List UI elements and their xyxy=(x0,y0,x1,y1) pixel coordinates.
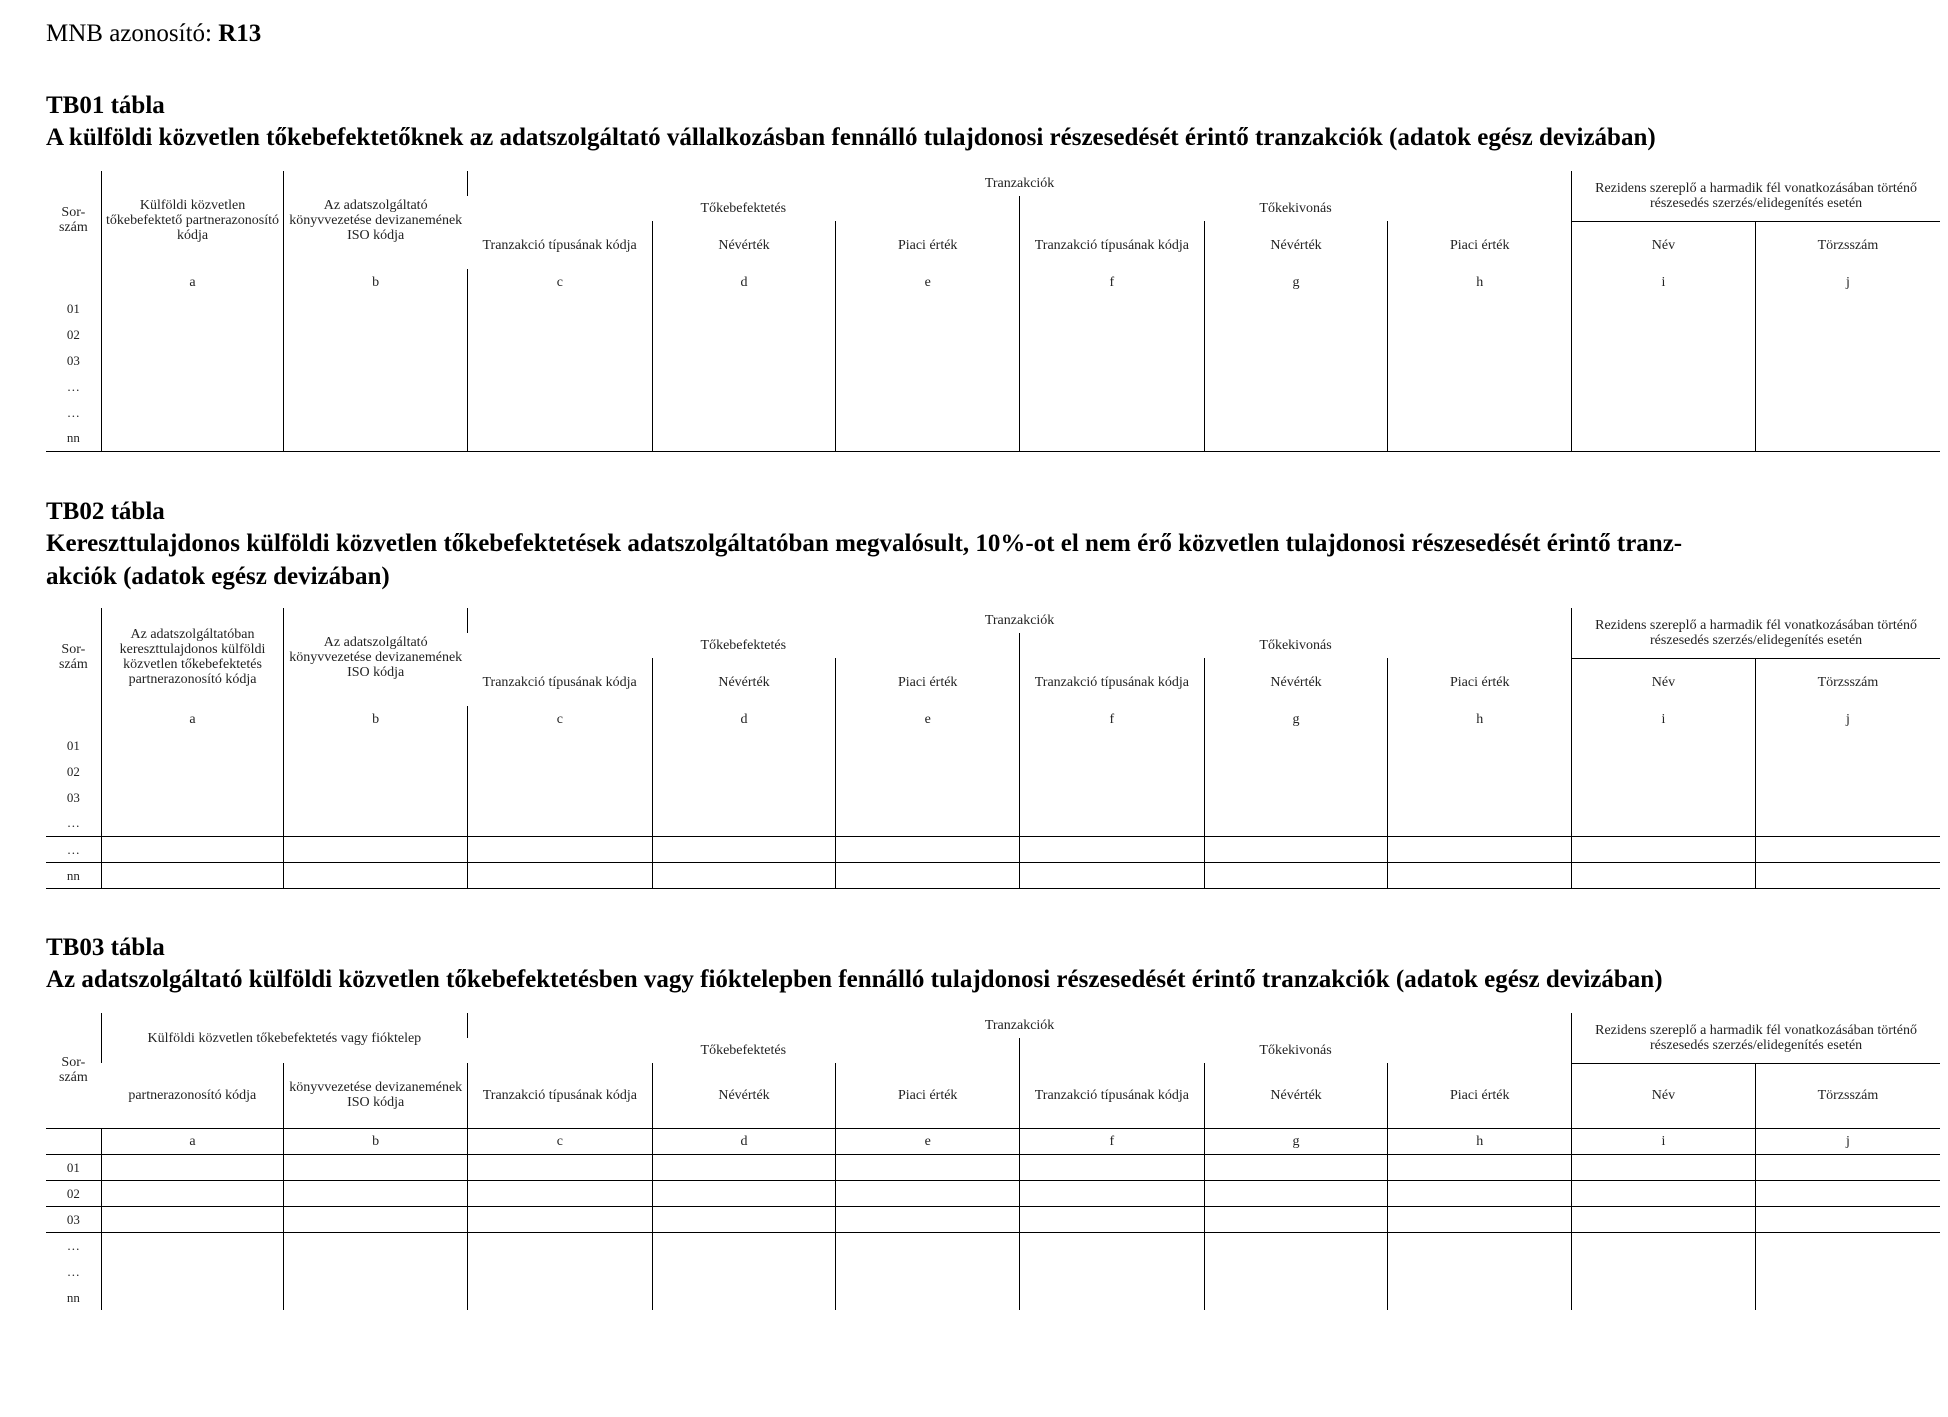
table-row xyxy=(46,836,1940,862)
tb03-col-b-header: könyvvezetése devizanemének ISO kódja xyxy=(284,1063,468,1128)
letter-cell: i xyxy=(1572,1128,1756,1154)
letter-cell: b xyxy=(284,1128,468,1154)
rezidens-header: Rezidens szereplő a harmadik fél vonatkozásában történő részesedés szerzés/elidegenítés esetén xyxy=(1572,1013,1940,1063)
letter-cell: j xyxy=(1755,269,1940,295)
tb03-title: TB03 tábla xyxy=(46,934,165,961)
piaci-ertek-header: Piaci érték xyxy=(836,1063,1020,1128)
row-label: nn xyxy=(46,425,101,451)
table-row xyxy=(46,732,1940,758)
torzsszam-header: Törzsszám xyxy=(1755,221,1940,269)
tb03-table xyxy=(46,1013,1940,1310)
tb01-title: TB01 tábla xyxy=(46,92,165,119)
letter-cell: h xyxy=(1388,269,1572,295)
letter-cell: e xyxy=(836,269,1020,295)
table-row xyxy=(46,810,1940,836)
letter-cell: f xyxy=(1020,706,1205,732)
tranzakcio-tipus-header: Tranzakció típusának kódja xyxy=(1020,658,1205,706)
piaci-ertek-header: Piaci érték xyxy=(1388,221,1572,269)
table-row xyxy=(46,425,1940,451)
letter-cell: a xyxy=(101,706,284,732)
row-label: … xyxy=(66,1263,80,1279)
mnb-identifier xyxy=(46,20,261,48)
table-row xyxy=(46,1232,1940,1258)
piaci-ertek-header: Piaci érték xyxy=(836,658,1020,706)
row-label: nn xyxy=(46,862,101,888)
rezidens-header: Rezidens szereplő a harmadik fél vonatkozásában történő részesedés szerzés/elidegenítés esetén xyxy=(1572,171,1940,221)
table-row xyxy=(46,321,1940,347)
letter-cell: i xyxy=(1572,269,1756,295)
tokekivonas-header: Tőkekivonás xyxy=(1020,196,1572,221)
row-label: 02 xyxy=(66,326,80,342)
nev-header: Név xyxy=(1572,1063,1756,1128)
nev-header: Név xyxy=(1572,658,1756,706)
row-label: 01 xyxy=(66,300,80,316)
tokebefektetes-header: Tőkebefektetés xyxy=(700,1043,787,1058)
table-row xyxy=(46,1154,1940,1180)
tb01-table xyxy=(46,171,1940,452)
letter-cell: h xyxy=(1388,1128,1572,1154)
tranzakcio-tipus-header: Tranzakció típusának kódja xyxy=(468,1063,653,1128)
table-row xyxy=(46,1284,1940,1310)
tb02-table xyxy=(46,608,1940,889)
letter-cell: c xyxy=(468,269,653,295)
nev-header: Név xyxy=(1572,221,1756,269)
piaci-ertek-header: Piaci érték xyxy=(1388,658,1572,706)
tb01-section xyxy=(46,90,1940,452)
tokebefektetes-header: Tőkebefektetés xyxy=(700,201,787,216)
sorszam-header: Sor-szám xyxy=(58,205,88,235)
letter-cell: g xyxy=(1204,706,1388,732)
letter-cell xyxy=(46,269,101,295)
sorszam-header: Sor-szám xyxy=(58,642,88,672)
tb01-col-b-header: Az adatszolgáltató könyvvezetése devizanemének ISO kódja xyxy=(284,171,468,269)
rezidens-header: Rezidens szereplő a harmadik fél vonatkozásában történő részesedés szerzés/elidegenítés esetén xyxy=(1572,608,1940,658)
tranzakciok-header: Tranzakciók xyxy=(468,171,1572,196)
tb01-description: A külföldi közvetlen tőkebefektetőknek az adatszolgáltató vállalkozásban fennálló tulajdonosi részesedését érintő tranzakciók (adatok egész devizában) xyxy=(46,124,1656,151)
row-label: … xyxy=(46,810,101,836)
table-row xyxy=(46,862,1940,888)
letter-cell: e xyxy=(836,706,1020,732)
row-label: … xyxy=(46,836,101,862)
table-row xyxy=(46,1180,1940,1206)
tranzakciok-header: Tranzakciók xyxy=(468,1013,1572,1038)
letter-cell: j xyxy=(1755,1128,1940,1154)
letter-cell: d xyxy=(652,706,836,732)
tb03-col-a-header: partnerazonosító kódja xyxy=(128,1087,257,1103)
tb02-col-a-header: Az adatszolgáltatóban kereszttulajdonos külföldi közvetlen tőkebefektetés partnerazonosító kódja xyxy=(101,608,284,706)
letter-cell: c xyxy=(468,706,653,732)
letter-cell: g xyxy=(1204,269,1388,295)
tb02-description-line1: Kereszttulajdonos külföldi közvetlen tőkebefektetések adatszolgáltatóban megvalósult, 10%-ot el nem érő közvetlen tulajdonosi részesedését érintő tranz- xyxy=(46,530,1683,557)
row-label: 02 xyxy=(46,1180,101,1206)
torzsszam-header: Törzsszám xyxy=(1755,658,1940,706)
sorszam-header: Sor-szám xyxy=(58,1055,88,1086)
tb02-section xyxy=(46,496,1940,889)
table-row xyxy=(46,1206,1940,1232)
letter-cell: b xyxy=(284,269,468,295)
table-row xyxy=(46,399,1940,425)
tranzakcio-tipus-header: Tranzakció típusának kódja xyxy=(1020,1063,1205,1128)
nevertek-header: Névérték xyxy=(1204,1063,1388,1128)
letter-cell xyxy=(46,706,101,732)
tranzakciok-header: Tranzakciók xyxy=(468,608,1572,633)
piaci-ertek-header: Piaci érték xyxy=(1388,1063,1572,1128)
row-label: 03 xyxy=(66,789,80,805)
mnb-code: R13 xyxy=(218,20,262,47)
nevertek-header: Névérték xyxy=(652,658,836,706)
letter-cell: i xyxy=(1572,706,1756,732)
row-label: … xyxy=(66,378,80,394)
tb02-title: TB02 tábla xyxy=(46,498,165,525)
letter-cell: f xyxy=(1020,269,1205,295)
row-label: 01 xyxy=(66,737,80,753)
table-row xyxy=(46,784,1940,810)
letter-cell: d xyxy=(652,269,836,295)
piaci-ertek-header: Piaci érték xyxy=(836,221,1020,269)
table-row xyxy=(46,1258,1940,1284)
row-label: 02 xyxy=(66,763,80,779)
letter-cell: d xyxy=(652,1128,836,1154)
table-row xyxy=(46,295,1940,321)
letter-cell: h xyxy=(1388,706,1572,732)
nevertek-header: Névérték xyxy=(652,221,836,269)
table-row xyxy=(46,758,1940,784)
tb03-section xyxy=(46,932,1940,1310)
letter-cell: a xyxy=(101,1128,284,1154)
tokekivonas-header: Tőkekivonás xyxy=(1020,1038,1572,1063)
tranzakcio-tipus-header: Tranzakció típusának kódja xyxy=(482,237,637,253)
letter-cell: b xyxy=(284,706,468,732)
mnb-label: MNB azonosító: xyxy=(46,20,212,47)
letter-cell xyxy=(46,1128,101,1154)
tranzakcio-tipus-header: Tranzakció típusának kódja xyxy=(482,674,637,690)
table-row xyxy=(46,373,1940,399)
row-label: 03 xyxy=(46,1206,101,1232)
tb02-description-line2: akciók (adatok egész devizában) xyxy=(46,563,390,590)
letter-cell: f xyxy=(1020,1128,1205,1154)
row-label: 03 xyxy=(66,352,80,368)
row-label: nn xyxy=(66,1289,80,1305)
tranzakcio-tipus-header: Tranzakció típusának kódja xyxy=(1020,221,1205,269)
row-label: … xyxy=(66,404,80,420)
table-row xyxy=(46,347,1940,373)
torzsszam-header: Törzsszám xyxy=(1755,1063,1940,1128)
tokebefektetes-header: Tőkebefektetés xyxy=(700,638,787,653)
tb02-col-b-header: Az adatszolgáltató könyvvezetése devizanemének ISO kódja xyxy=(284,608,468,706)
row-label: … xyxy=(66,1237,80,1253)
tb03-description: Az adatszolgáltató külföldi közvetlen tőkebefektetésben vagy fióktelepben fennálló tulajdonosi részesedését érintő tranzakciók (adatok egész devizában) xyxy=(46,966,1663,993)
nevertek-header: Névérték xyxy=(652,1063,836,1128)
row-label: 01 xyxy=(46,1154,101,1180)
letter-cell: c xyxy=(468,1128,653,1154)
letter-cell: j xyxy=(1755,706,1940,732)
tb01-col-a-header: Külföldi közvetlen tőkebefektető partnerazonosító kódja xyxy=(101,171,284,269)
letter-cell: e xyxy=(836,1128,1020,1154)
tb03-group-header: Külföldi közvetlen tőkebefektetés vagy fióktelep xyxy=(101,1013,467,1063)
nevertek-header: Névérték xyxy=(1204,221,1388,269)
nevertek-header: Névérték xyxy=(1204,658,1388,706)
letter-cell: a xyxy=(101,269,284,295)
letter-cell: g xyxy=(1204,1128,1388,1154)
tokekivonas-header: Tőkekivonás xyxy=(1020,633,1572,658)
